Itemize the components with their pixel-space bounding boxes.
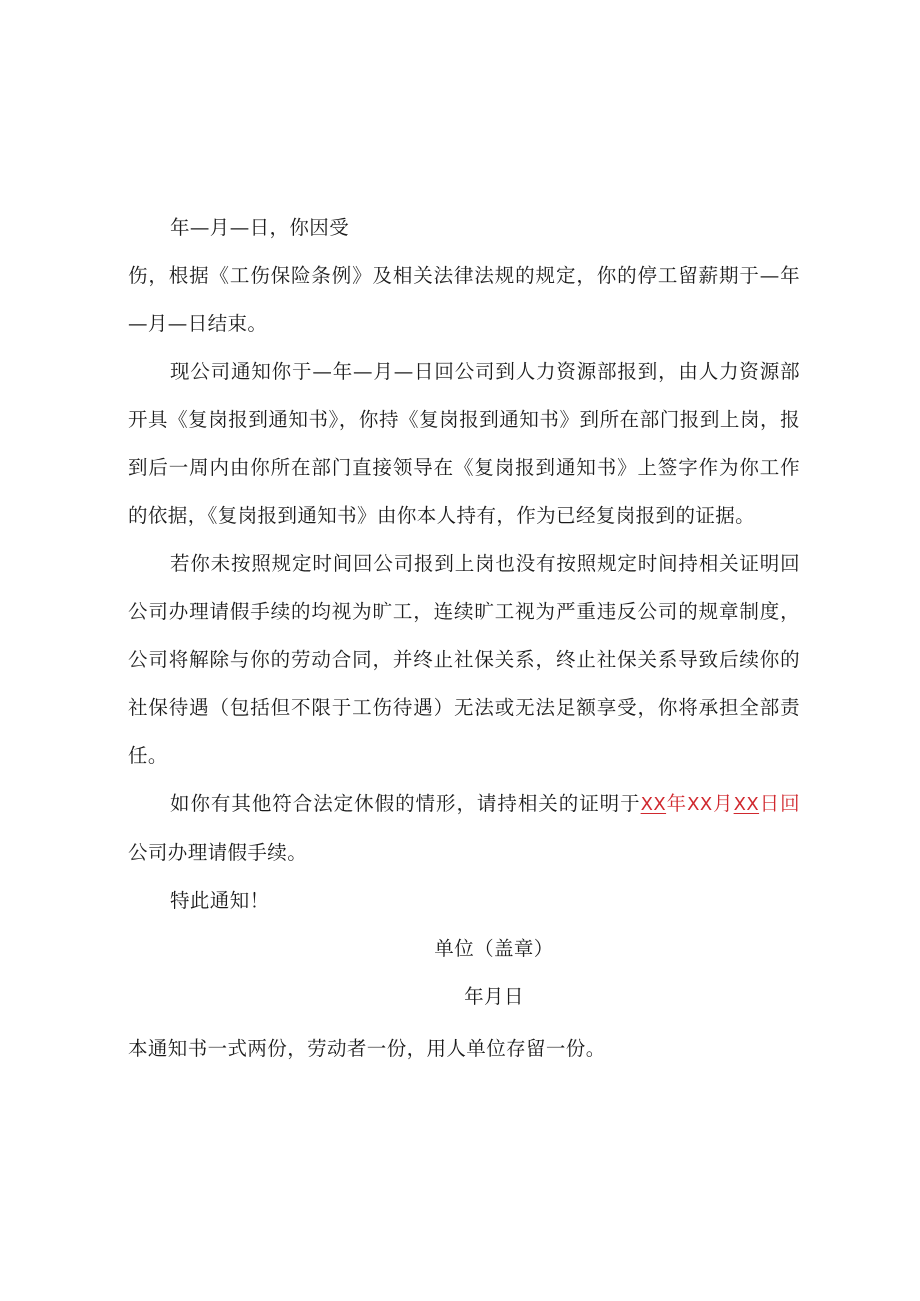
leave-text-suffix: 公司办理请假手续。 [128,841,308,864]
year-placeholder: XX [640,794,667,815]
day-placeholder: XX [733,794,760,815]
paragraph-absence-consequences: 若你未按照规定时间回公司报到上岗也没有按照规定时间持相关证明回公司办理请假手续的均视为旷工，连续旷工视为严重违反公司的规章制度，公司将解除与你的劳动合同，并终止社保关系，终止社保关系导致后续你的社保待遇（包括但不限于工伤待遇）无法或无法足额享受，你将承担全部责任。 [128,552,800,767]
leave-text-prefix: 如你有其他符合法定休假的情形，请持相关的证明于 [170,792,641,815]
month-unit: 月 [712,792,734,815]
opening-line: 年—月—日，你因受 [170,216,350,239]
closing-statement: 特此通知！ [170,889,270,912]
paragraph-injury-leave-end: 伤，根据《工伤保险条例》及相关法律法规的规定，你的停工留薪期于—年—月—日结束。 [128,264,800,335]
year-unit: 年 [666,792,688,815]
notice-document [128,204,800,1073]
copies-note: 本通知书一式两份，劳动者一份，用人单位存留一份。 [128,1037,606,1060]
paragraph-return-to-work: 现公司通知你于—年—月—日回公司到人力资源部报到，由人力资源部开具《复岗报到通知书》，你持《复岗报到通知书》到所在部门报到上岗，报到后一周内由你所在部门直接领导在《复岗报到通知书》上签字作为你工作的依据，《复岗报到通知书》由你本人持有，作为已经复岗报到的证据。 [128,360,800,527]
unit-stamp-line: 单位（盖章） [434,937,554,960]
signature-date-line: 年月日 [464,985,524,1008]
month-placeholder: XX [687,794,713,815]
day-unit: 日回 [759,792,800,815]
paragraph-leave-application [128,780,800,877]
